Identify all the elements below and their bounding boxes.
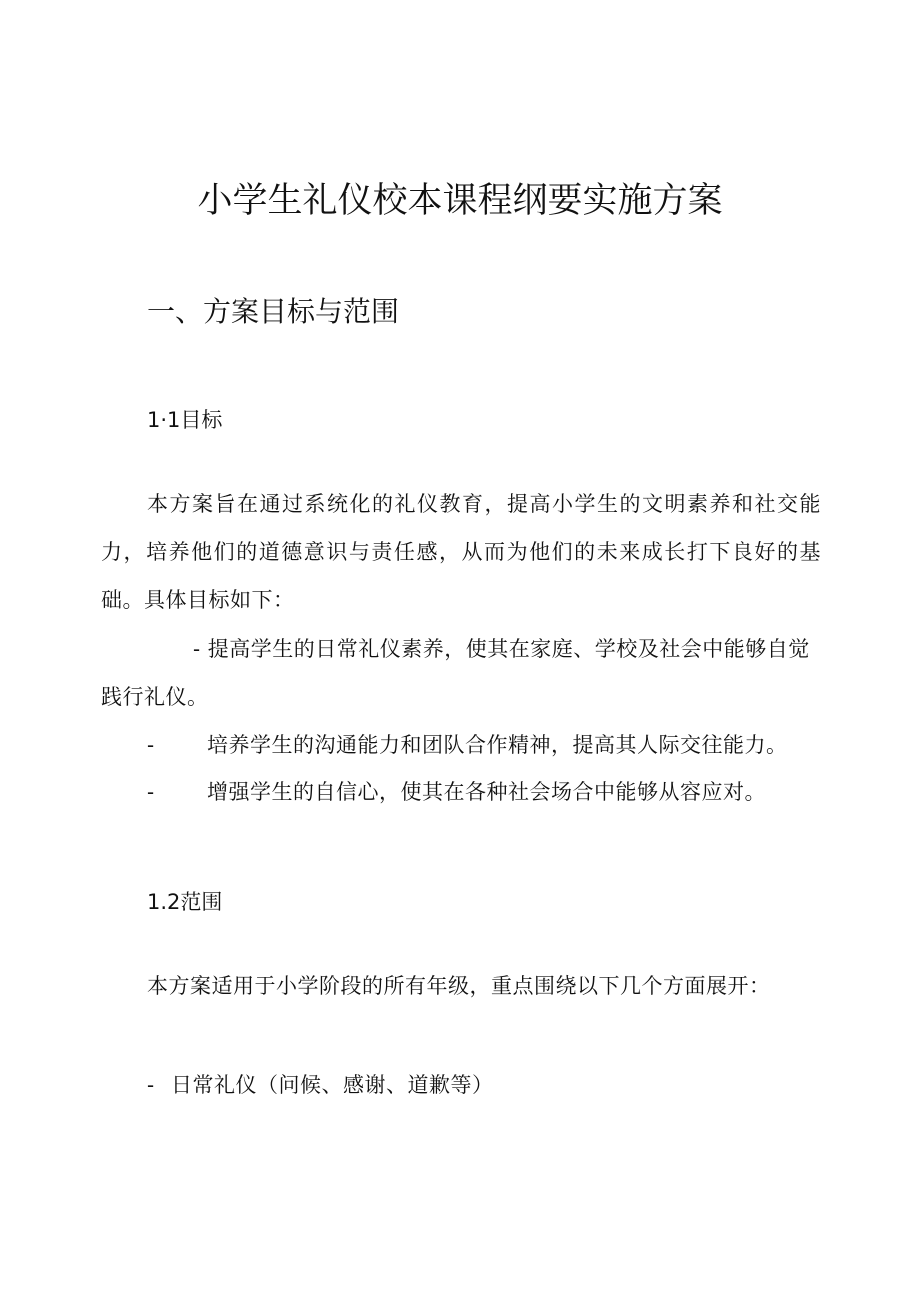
bullet-text: 日常礼仪（问候、感谢、道歉等） [171, 1073, 494, 1097]
goal-bullet-3 [147, 777, 766, 807]
section-heading-1: 一、方案目标与范围 [147, 295, 400, 328]
bullet-text: 增强学生的自信心，使其在各种社会场合中能够从容应对。 [207, 780, 766, 804]
goal-bullet-1 [101, 625, 821, 721]
bullet-dash: - [147, 780, 155, 804]
scope-paragraph: 本方案适用于小学阶段的所有年级，重点围绕以下几个方面展开： [147, 974, 771, 998]
bullet-dash: - [147, 733, 155, 757]
goals-paragraph: 本方案旨在通过系统化的礼仪教育，提高小学生的文明素养和社交能力，培养他们的道德意识与责任感，从而为他们的未来成长打下良好的基础。具体目标如下： [101, 492, 821, 612]
bullet-text: 提高学生的日常礼仪素养，使其在家庭、学校及社会中能够自觉践行礼仪。 [101, 637, 810, 709]
goal-bullet-2 [147, 730, 788, 760]
scope-bullet-1 [147, 1070, 494, 1100]
subsection-heading-goals: 1·1目标 [147, 408, 223, 432]
bullet-dash: - [147, 1073, 155, 1097]
subsection-heading-scope: 1.2范围 [147, 890, 223, 914]
document-title: 小学生礼仪校本课程纲要实施方案 [197, 181, 723, 221]
bullet-text: 培养学生的沟通能力和团队合作精神，提高其人际交往能力。 [207, 733, 788, 757]
bullet-dash: - [193, 637, 201, 661]
